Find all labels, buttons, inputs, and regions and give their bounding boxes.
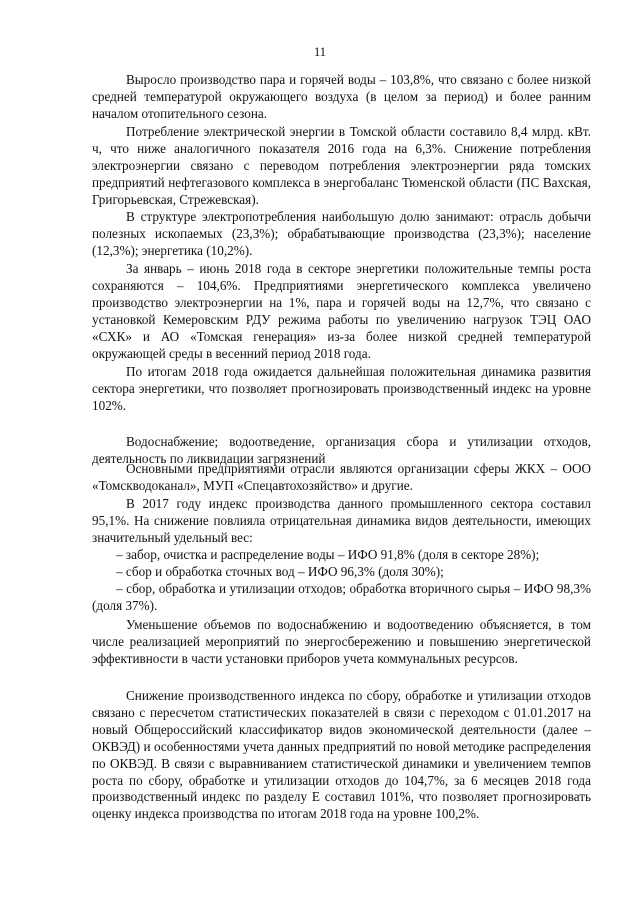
paragraph-energy-forecast: По итогам 2018 года ожидается дальнейшая положительная динамика развития сектора энергетики, что позволяет прогнозировать производственный индекс на уровне 102%. (92, 364, 591, 413)
list-item-waste: – сбор, обработка и утилизации отходов; обработка вторичного сырья – ИФО 98,3% (доля 37%). (92, 581, 591, 613)
paragraph-energy-sector-2018: За январь – июнь 2018 года в секторе энергетики положительные темпы роста сохраняются – 104,6%. Предприятиями энергетического комплекса увеличено производство электроэнергии на 1%, пара и горячей воды на 12,7%, что связано с установкой Кемеровским РДУ режима работы по увеличению нагрузок ТЭЦ ОАО «СХК» и АО «Томская генерация» из-за более низкой средней температурой окружающей среды в весенний период 2018 года. (92, 261, 591, 361)
paragraph-main-enterprises: Основными предприятиями отрасли являются организации сферы ЖКХ – ООО «Томскводоканал», МУП «Спецавтохозяйство» и другие. (92, 461, 591, 493)
page-number: 11 (313, 45, 327, 59)
paragraph-electricity-consumption: Потребление электрической энергии в Томской области составило 8,4 млрд. кВт. ч, что ниже аналогичного показателя 2016 года на 6,3%. Снижение потребления электроэнергии связано с переводом потребления электроэнергии ряда томских предприятий нефтегазового комплекса в энергобаланс Тюменской области (ПС Вахская, Григорьевская, Стрежевская). (92, 124, 591, 207)
list-item-water-supply: – забор, очистка и распределение воды – ИФО 91,8% (доля в секторе 28%); (116, 547, 540, 562)
paragraph-consumption-structure: В структуре электропотребления наибольшую долю занимают: отрасль добычи полезных ископаемых (23,3%); обрабатывающие производства (23,3%); население (12,3%); энергетика (10,2%). (92, 209, 591, 258)
paragraph-volume-decrease: Уменьшение объемов по водоснабжению и водоотведению объясняется, в том числе реализацией мероприятий по энергосбережению и повышению энергетической эффективности в части установки приборов учета коммунальных ресурсов. (92, 617, 591, 666)
list-item-wastewater: – сбор и обработка сточных вод – ИФО 96,3% (доля 30%); (116, 564, 444, 579)
paragraph-waste-index: Снижение производственного индекса по сбору, обработке и утилизации отходов связано с пересчетом статистических показателей в связи с переходом с 01.01.2017 на новый Общероссийский классификатор видов экономической деятельности (далее – ОКВЭД) и особенностями учета данных предприятий по новой методике распределения по ОКВЭД. В связи с выравниванием статистической динамики и увеличением темпов роста по сбору, обработке и утилизации отходов до 104,7%, за 6 месяцев 2018 года производственный индекс по разделу Е составил 101%, что позволяет прогнозировать оценку индекса производства по итогам 2018 года на уровне 100,2%. (92, 688, 591, 822)
section-heading: Водоснабжение; водоотведение, организация сбора и утилизации отходов, деятельность по ликвидации загрязнений (92, 434, 591, 466)
paragraph-steam-production: Выросло производство пара и горячей воды – 103,8%, что связано с более низкой средней температурой окружающего воздуха (в целом за период) и более ранним началом отопительного сезона. (92, 72, 591, 121)
paragraph-production-index-2017: В 2017 году индекс производства данного промышленного сектора составил 95,1%. На снижение повлияла отрицательная динамика видов деятельности, имеющих значительный удельный вес: (92, 496, 591, 545)
